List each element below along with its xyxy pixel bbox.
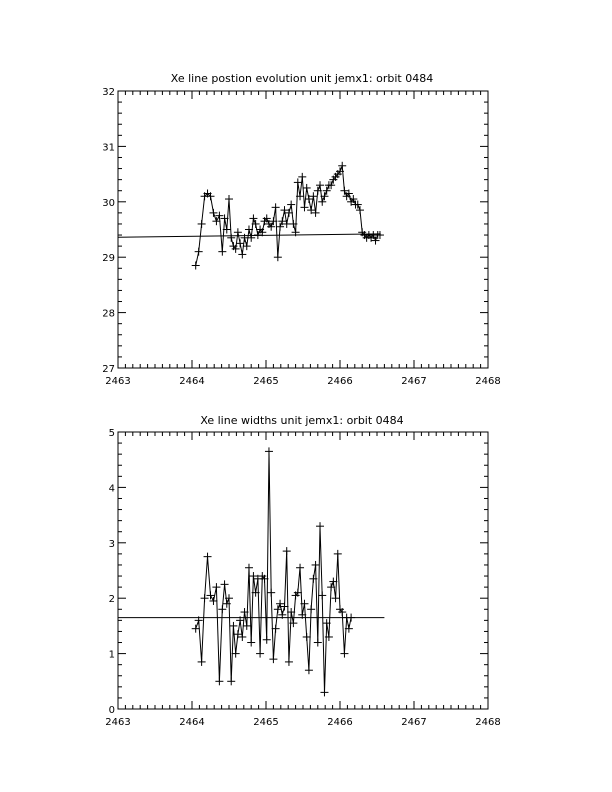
x-tick-label: 2467: [401, 717, 427, 728]
data-point-marker: [338, 162, 346, 170]
x-tick-label: 2468: [475, 376, 501, 387]
y-tick-label: 2: [108, 594, 115, 606]
data-point-marker: [267, 589, 275, 597]
x-tick-labels: [105, 717, 500, 728]
data-point-marker: [256, 650, 264, 658]
x-tick-label: 2468: [475, 717, 501, 728]
x-tick-label: 2464: [179, 717, 205, 728]
data-markers: [192, 162, 384, 270]
data-point-marker: [225, 195, 233, 203]
data-point-marker: [218, 248, 226, 256]
x-tick-label: 2463: [105, 376, 131, 387]
data-point-marker: [227, 677, 235, 685]
data-point-marker: [218, 605, 226, 613]
data-point-marker: [312, 561, 320, 569]
data-point-marker: [198, 658, 206, 666]
data-point-marker: [294, 178, 302, 186]
x-tick-label: 2465: [253, 717, 279, 728]
data-point-marker: [356, 206, 364, 214]
data-point-marker: [376, 231, 384, 239]
data-point-marker: [296, 564, 304, 572]
data-point-marker: [245, 564, 253, 572]
data-point-marker: [318, 591, 326, 599]
data-point-marker: [274, 253, 282, 261]
data-point-marker: [334, 550, 342, 558]
data-point-marker: [215, 677, 223, 685]
data-point-marker: [272, 203, 280, 211]
x-tick-label: 2464: [179, 376, 205, 387]
x-tick-label: 2465: [253, 376, 279, 387]
data-point-marker: [269, 655, 277, 663]
chart-title: Xe line widths unit jemx1: orbit 0484: [200, 414, 404, 427]
data-point-marker: [204, 553, 212, 561]
data-point-marker: [307, 605, 315, 613]
data-point-marker: [238, 250, 246, 258]
data-point-marker: [247, 639, 255, 647]
x-tick-label: 2467: [401, 376, 427, 387]
reference-line: [118, 234, 381, 237]
y-tick-label: 29: [102, 253, 115, 265]
data-point-marker: [298, 173, 306, 181]
y-tick-labels: [109, 428, 115, 716]
data-point-marker: [316, 181, 324, 189]
data-point-marker: [265, 447, 273, 455]
y-tick-label: 0: [108, 705, 115, 716]
y-tick-label: 5: [108, 428, 115, 439]
y-tick-label: 4: [108, 483, 115, 495]
y-tick-label: 30: [102, 197, 115, 209]
data-point-marker: [198, 220, 206, 228]
widths-chart: [105, 414, 500, 728]
data-point-marker: [249, 214, 257, 222]
y-tick-label: 27: [102, 364, 115, 375]
y-tick-label: 3: [108, 538, 115, 550]
data-point-marker: [234, 228, 242, 236]
axis-ticks: [118, 432, 488, 709]
data-point-marker: [303, 184, 311, 192]
data-point-marker: [332, 594, 340, 602]
data-point-marker: [263, 636, 271, 644]
data-point-marker: [316, 522, 324, 530]
data-point-marker: [221, 580, 229, 588]
x-tick-label: 2466: [327, 376, 353, 387]
data-point-marker: [323, 187, 331, 195]
position-chart: [102, 72, 500, 387]
y-tick-label: 32: [102, 87, 115, 98]
y-tick-labels: [102, 87, 115, 375]
chart-title: Xe line postion evolution unit jemx1: orbit 0484: [170, 72, 434, 85]
data-point-marker: [314, 639, 322, 647]
x-tick-label: 2466: [327, 717, 353, 728]
data-point-marker: [192, 262, 200, 270]
data-point-marker: [305, 666, 313, 674]
data-point-marker: [195, 248, 203, 256]
y-tick-label: 28: [102, 308, 115, 320]
x-tick-labels: [105, 376, 500, 387]
data-point-marker: [287, 201, 295, 209]
data-point-marker: [285, 658, 293, 666]
data-point-marker: [212, 583, 220, 591]
data-point-marker: [283, 547, 291, 555]
plot-frame: [118, 432, 488, 709]
data-point-marker: [192, 625, 200, 633]
data-point-marker: [229, 622, 237, 630]
data-point-marker: [347, 614, 355, 622]
y-tick-label: 31: [102, 142, 115, 154]
data-point-marker: [318, 198, 326, 206]
axis-ticks: [118, 91, 488, 368]
x-tick-label: 2463: [105, 717, 131, 728]
data-point-marker: [340, 650, 348, 658]
data-point-marker: [320, 688, 328, 696]
plot-frame: [118, 91, 488, 368]
y-tick-label: 1: [108, 649, 115, 661]
data-markers: [192, 447, 355, 696]
data-point-marker: [227, 234, 235, 242]
